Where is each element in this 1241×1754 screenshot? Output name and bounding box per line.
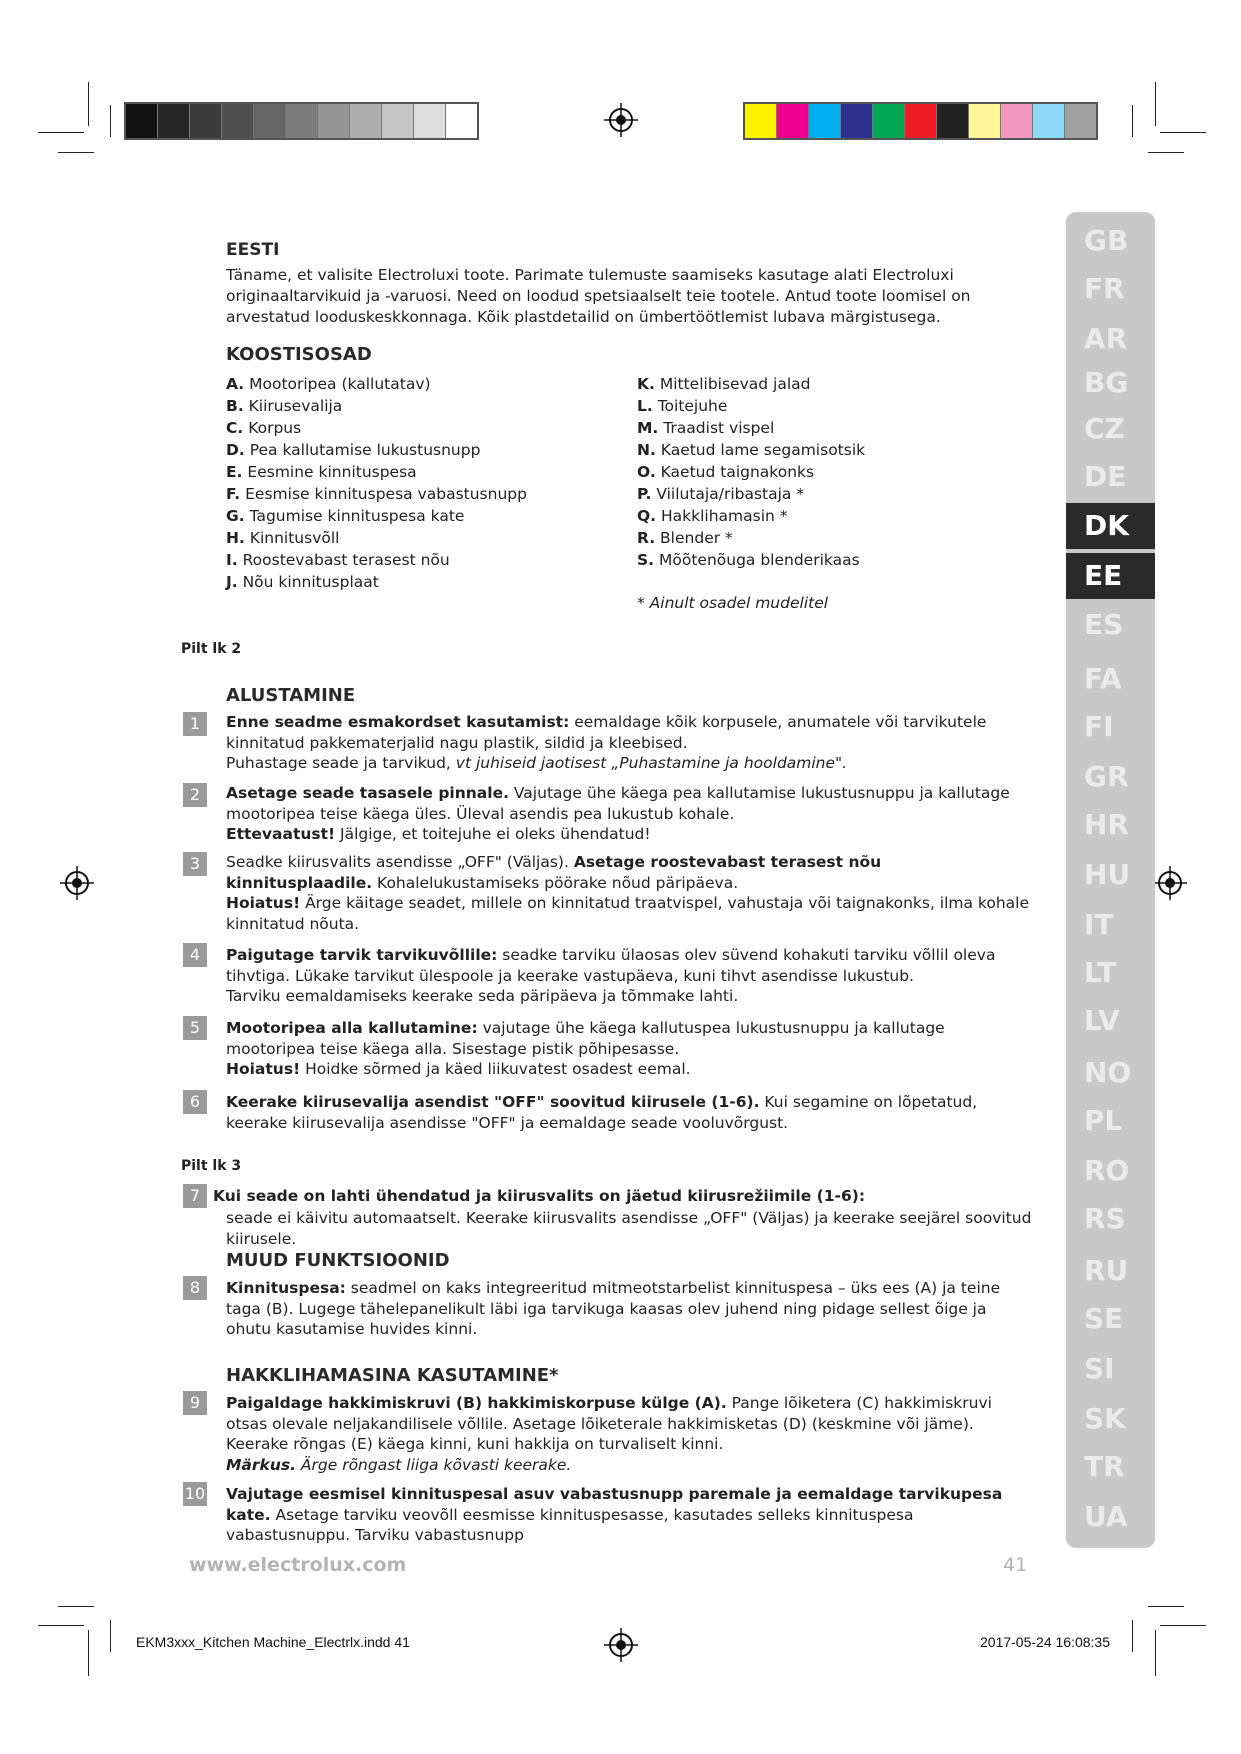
- gray-swatch: [286, 104, 318, 138]
- component-label: Kiirusevalija: [243, 397, 343, 415]
- component-item: [637, 483, 865, 505]
- step-8-text: seadmel on kaks integreeritud mitmeotstarbelist kinnituspesa – üks ees (A) ja teine taga (B). Lugege tähelepanelikult läbi iga tarvikuga kaasas olev juhend ning pidage sellest õige ja ohutu kasutamise huvides kinni.: [226, 1279, 1001, 1338]
- step-3: [226, 852, 1032, 934]
- step-3-text: Kohalelukustamiseks pöörake nõud päripäeva.: [372, 873, 739, 892]
- components-list-right: [637, 373, 865, 571]
- website-url: www.electrolux.com: [189, 1554, 407, 1576]
- language-heading: EESTI: [226, 240, 280, 260]
- print-slug-file: EKM3xxx_Kitchen Machine_Electrlx.indd 41: [136, 1634, 410, 1650]
- step-4-text: seadke tarviku ülaosas olev süvend kohakuti tarviku võllil oleva tihvtiga. Lükake tarvikut ülespoole ja keerake vastupäeva, kuni tihvt asendisse lukustub.: [226, 946, 996, 985]
- step-7: [213, 1186, 1033, 1207]
- language-tab-dk[interactable]: DK: [1066, 503, 1155, 549]
- step-4-title: Paigutage tarvik tarvikuvõllile:: [226, 946, 498, 964]
- component-label: Eesmine kinnituspesa: [242, 463, 417, 481]
- step-1-text: eemaldage kõik korpusele, anumatele või tarvikutele kinnitatud pakkematerjalid nagu plastik, sildid ja kleebised.: [226, 713, 987, 752]
- color-swatch: [841, 104, 873, 138]
- step-3-pre: Seadke kiirusvalits asendisse „OFF" (Väljas).: [226, 853, 574, 871]
- component-label: Hakklihamasin *: [656, 507, 788, 525]
- color-swatch: [873, 104, 905, 138]
- component-letter: I.: [226, 551, 238, 569]
- component-item: [637, 505, 865, 527]
- language-tab-ro[interactable]: RO: [1084, 1154, 1130, 1187]
- language-tab-gr[interactable]: GR: [1084, 760, 1129, 793]
- step-10-text: Asetage tarviku veovõll eesmisse kinnituspesasse, kasutades selleks kinnituspesa vabastusnuppu. Tarviku vabastusnupp: [226, 1505, 914, 1544]
- mincer-heading: HAKKLIHAMASINA KASUTAMINE*: [226, 1365, 559, 1386]
- language-tab-sk[interactable]: SK: [1084, 1402, 1126, 1435]
- step-9-text: Pange lõiketera (C) hakkimiskruvi otsas olevale neljakandilisele võllile. Asetage lõiketerale hakkimisketas (D) (keskmine või jäme). Keerake rõngas (E) käega kinni, kuni hakkija on turvaliselt kinni.: [226, 1394, 992, 1453]
- step-6-text: Kui segamine on lõpetatud, keerake kiirusevalija asendisse "OFF" ja eemaldage seade vooluvõrgust.: [226, 1093, 978, 1132]
- component-letter: P.: [637, 485, 652, 503]
- component-letter: L.: [637, 397, 653, 415]
- component-item: [637, 439, 865, 461]
- gray-swatch: [190, 104, 222, 138]
- component-label: Kaetud taignakonks: [655, 463, 815, 481]
- step-2-text: Vajutage ühe käega pea kallutamise lukustusnuppu ja kallutage mootoripea teise käega üles. Üleval asendis pea lukustub kohale.: [226, 784, 1010, 823]
- step-5: [226, 1018, 1032, 1080]
- color-swatch: [1065, 104, 1096, 138]
- components-note: * Ainult osadel mudelitel: [637, 594, 829, 612]
- step-8: [226, 1278, 1032, 1340]
- language-tab-ar[interactable]: AR: [1084, 322, 1128, 355]
- language-tab-bg[interactable]: BG: [1084, 366, 1129, 399]
- component-item: [226, 549, 527, 571]
- step-9-note-label: Märkus.: [226, 1455, 296, 1474]
- color-swatch: [1033, 104, 1065, 138]
- component-letter: H.: [226, 529, 245, 547]
- component-item: [226, 439, 527, 461]
- step-10-title: Vajutage eesmisel kinnituspesal asuv vabastusnupp paremale ja eemaldage tarvikupesa kate.: [226, 1485, 1003, 1524]
- component-item: [637, 527, 865, 549]
- component-item: [226, 373, 527, 395]
- color-swatch: [905, 104, 937, 138]
- color-swatch: [809, 104, 841, 138]
- step-2-title: Asetage seade tasasele pinnale.: [226, 784, 509, 802]
- component-label: Toitejuhe: [652, 397, 728, 415]
- step-7-title: Kui seade on lahti ühendatud ja kiirusvalits on jäetud kiirusrežiimile (1-6):: [213, 1187, 866, 1205]
- component-letter: A.: [226, 375, 245, 393]
- step-5-warning: Hoidke sõrmed ja käed liikuvatest osadest eemal.: [300, 1060, 691, 1078]
- component-item: [226, 461, 527, 483]
- language-tab-lv[interactable]: LV: [1084, 1004, 1120, 1037]
- component-item: [637, 373, 865, 395]
- components-list-left: [226, 373, 527, 593]
- component-label: Tagumise kinnituspesa kate: [244, 507, 465, 525]
- language-tab-hu[interactable]: HU: [1084, 858, 1131, 891]
- language-tab-hr[interactable]: HR: [1084, 808, 1129, 841]
- component-letter: Q.: [637, 507, 657, 525]
- getting-started-heading: ALUSTAMINE: [226, 685, 356, 706]
- components-heading: KOOSTISOSAD: [226, 344, 372, 365]
- gray-swatch: [318, 104, 350, 138]
- step-1: [226, 712, 1032, 774]
- step-1-reference: vt juhiseid jaotisest „Puhastamine ja hooldamine".: [455, 754, 848, 772]
- figure-reference: Pilt lk 3: [181, 1158, 242, 1174]
- component-label: Korpus: [243, 419, 302, 437]
- component-letter: E.: [226, 463, 243, 481]
- step-9-title: Paigaldage hakkimiskruvi (B) hakkimiskorpuse külge (A).: [226, 1394, 727, 1412]
- component-label: Blender *: [655, 529, 733, 547]
- language-tab-tr[interactable]: TR: [1084, 1450, 1125, 1483]
- step-6: [226, 1092, 1032, 1133]
- component-letter: O.: [637, 463, 656, 481]
- figure-reference: Pilt lk 2: [181, 641, 242, 657]
- color-bar: [743, 102, 1098, 140]
- step-number: 2: [183, 783, 207, 807]
- step-3-warning-label: Hoiatus!: [226, 894, 301, 912]
- page-number: 41: [1003, 1554, 1028, 1576]
- component-item: [226, 417, 527, 439]
- step-number: 3: [183, 852, 207, 876]
- gray-swatch: [222, 104, 254, 138]
- step-8-title: Kinnituspesa:: [226, 1279, 346, 1297]
- step-5-text: vajutage ühe käega kallutuspea lukustusnuppu ja kallutage mootoripea teise käega alla. Sisestage pistik põhipesasse.: [226, 1019, 945, 1058]
- color-swatch: [1001, 104, 1033, 138]
- language-tab-lt[interactable]: LT: [1084, 956, 1117, 989]
- component-letter: N.: [637, 441, 656, 459]
- registration-mark-icon: [604, 1628, 638, 1662]
- component-letter: G.: [226, 507, 245, 525]
- gray-swatch: [350, 104, 382, 138]
- component-letter: C.: [226, 419, 244, 437]
- component-label: Mittelibisevad jalad: [654, 375, 811, 393]
- language-tab-ua[interactable]: UA: [1084, 1500, 1128, 1533]
- language-tab-es[interactable]: ES: [1084, 608, 1124, 641]
- component-label: Mõõtenõuga blenderikaas: [654, 551, 860, 569]
- step-number: 7: [183, 1184, 207, 1208]
- step-2: [226, 783, 1032, 845]
- component-letter: R.: [637, 529, 656, 547]
- component-letter: S.: [637, 551, 655, 569]
- component-item: [637, 417, 865, 439]
- language-tab-pl[interactable]: PL: [1084, 1104, 1123, 1137]
- component-label: Mootoripea (kallutatav): [244, 375, 431, 393]
- component-label: Roostevabast terasest nõu: [237, 551, 450, 569]
- color-swatch: [937, 104, 969, 138]
- language-tab-gb[interactable]: GB: [1084, 224, 1129, 257]
- language-tab-cz[interactable]: CZ: [1084, 412, 1125, 445]
- step-10: [226, 1484, 1032, 1546]
- component-item: [637, 549, 865, 571]
- step-4: [226, 945, 1032, 1007]
- color-swatch: [745, 104, 777, 138]
- component-label: Kaetud lame segamisotsik: [655, 441, 866, 459]
- component-item: [226, 483, 527, 505]
- language-tab-si[interactable]: SI: [1084, 1352, 1115, 1385]
- language-tab-ee[interactable]: EE: [1066, 553, 1155, 599]
- gray-swatch: [446, 104, 477, 138]
- step-9-note: Ärge rõngast liiga kõvasti keerake.: [296, 1455, 572, 1474]
- language-tab-se[interactable]: SE: [1084, 1302, 1124, 1335]
- registration-mark-icon: [604, 103, 638, 137]
- language-tab-fr[interactable]: FR: [1084, 272, 1125, 305]
- language-tab-ru[interactable]: RU: [1084, 1254, 1129, 1287]
- color-swatch: [969, 104, 1001, 138]
- gray-swatch: [382, 104, 414, 138]
- step-number: 10: [183, 1482, 207, 1506]
- step-9: [226, 1393, 1032, 1475]
- component-letter: D.: [226, 441, 245, 459]
- color-swatch: [777, 104, 809, 138]
- component-letter: M.: [637, 419, 659, 437]
- language-tab-rs[interactable]: RS: [1084, 1202, 1126, 1235]
- component-item: [637, 395, 865, 417]
- step-1-line2: Puhastage seade ja tarvikud,: [226, 754, 456, 772]
- language-tab-no[interactable]: NO: [1084, 1056, 1132, 1089]
- gray-swatch: [126, 104, 158, 138]
- step-7-text: seade ei käivitu automaatselt. Keerake kiirusvalits asendisse „OFF" (Väljas) ja keerake seejärel soovitud kiirusele.: [226, 1209, 1032, 1248]
- language-tab-de[interactable]: DE: [1084, 460, 1127, 493]
- component-label: Viilutaja/ribastaja *: [651, 485, 805, 503]
- component-item: [226, 527, 527, 549]
- component-item: [637, 461, 865, 483]
- other-functions-heading: MUUD FUNKTSIOONID: [226, 1250, 450, 1271]
- registration-mark-icon: [1153, 866, 1187, 900]
- language-tab-fa[interactable]: FA: [1084, 662, 1122, 695]
- intro-text: Täname, et valisite Electroluxi toote. Parimate tulemuste saamiseks kasutage alati Electroluxi originaaltarvikuid ja -varuosi. Need on loodud spetsiaalselt teie tootele. Antud toote loomisel on arvestatud looduskeskkonnaga. Kõik plastdetailid on ümbertöötlemist lubava märgistusega.: [226, 266, 971, 326]
- component-label: Eesmise kinnituspesa vabastusnupp: [240, 485, 527, 503]
- language-tab-fi[interactable]: FI: [1084, 710, 1114, 743]
- component-item: [226, 571, 527, 593]
- gray-swatch: [414, 104, 446, 138]
- step-3-title: Asetage roostevabast terasest nõu kinnitusplaadile.: [226, 853, 882, 892]
- step-5-title: Mootoripea alla kallutamine:: [226, 1019, 478, 1037]
- component-letter: K.: [637, 375, 655, 393]
- component-letter: F.: [226, 485, 241, 503]
- component-item: [226, 395, 527, 417]
- component-label: Pea kallutamise lukustusnupp: [244, 441, 481, 459]
- gray-swatch: [158, 104, 190, 138]
- component-label: Kinnitusvõll: [244, 529, 340, 547]
- step-6-title: Keerake kiirusevalija asendist "OFF" soovitud kiirusele (1-6).: [226, 1093, 760, 1111]
- step-number: 9: [183, 1391, 207, 1415]
- component-label: Traadist vispel: [658, 419, 775, 437]
- step-number: 6: [183, 1090, 207, 1114]
- component-item: [226, 505, 527, 527]
- step-3-warning: Ärge käitage seadet, millele on kinnitatud traatvispel, vahustaja või taignakonks, ilma kohale kinnitatud nõuta.: [226, 894, 1030, 933]
- component-letter: B.: [226, 397, 244, 415]
- step-number: 5: [183, 1016, 207, 1040]
- component-letter: J.: [226, 573, 238, 591]
- step-number: 8: [183, 1276, 207, 1300]
- step-number: 4: [183, 943, 207, 967]
- print-slug-date: 2017-05-24 16:08:35: [980, 1634, 1110, 1650]
- component-label: Nõu kinnitusplaat: [237, 573, 379, 591]
- language-tab-it[interactable]: IT: [1084, 908, 1114, 941]
- step-5-warning-label: Hoiatus!: [226, 1060, 301, 1078]
- step-2-warning: Jälgige, et toitejuhe ei oleks ühendatud!: [335, 825, 651, 843]
- step-1-title: Enne seadme esmakordset kasutamist:: [226, 713, 570, 731]
- step-number: 1: [183, 712, 207, 736]
- registration-mark-icon: [60, 866, 94, 900]
- gray-swatch: [254, 104, 286, 138]
- step-2-warning-label: Ettevaatust!: [226, 825, 336, 843]
- step-4-line2: Tarviku eemaldamiseks keerake seda päripäeva ja tõmmake lahti.: [226, 987, 739, 1005]
- gray-color-bar: [124, 102, 479, 140]
